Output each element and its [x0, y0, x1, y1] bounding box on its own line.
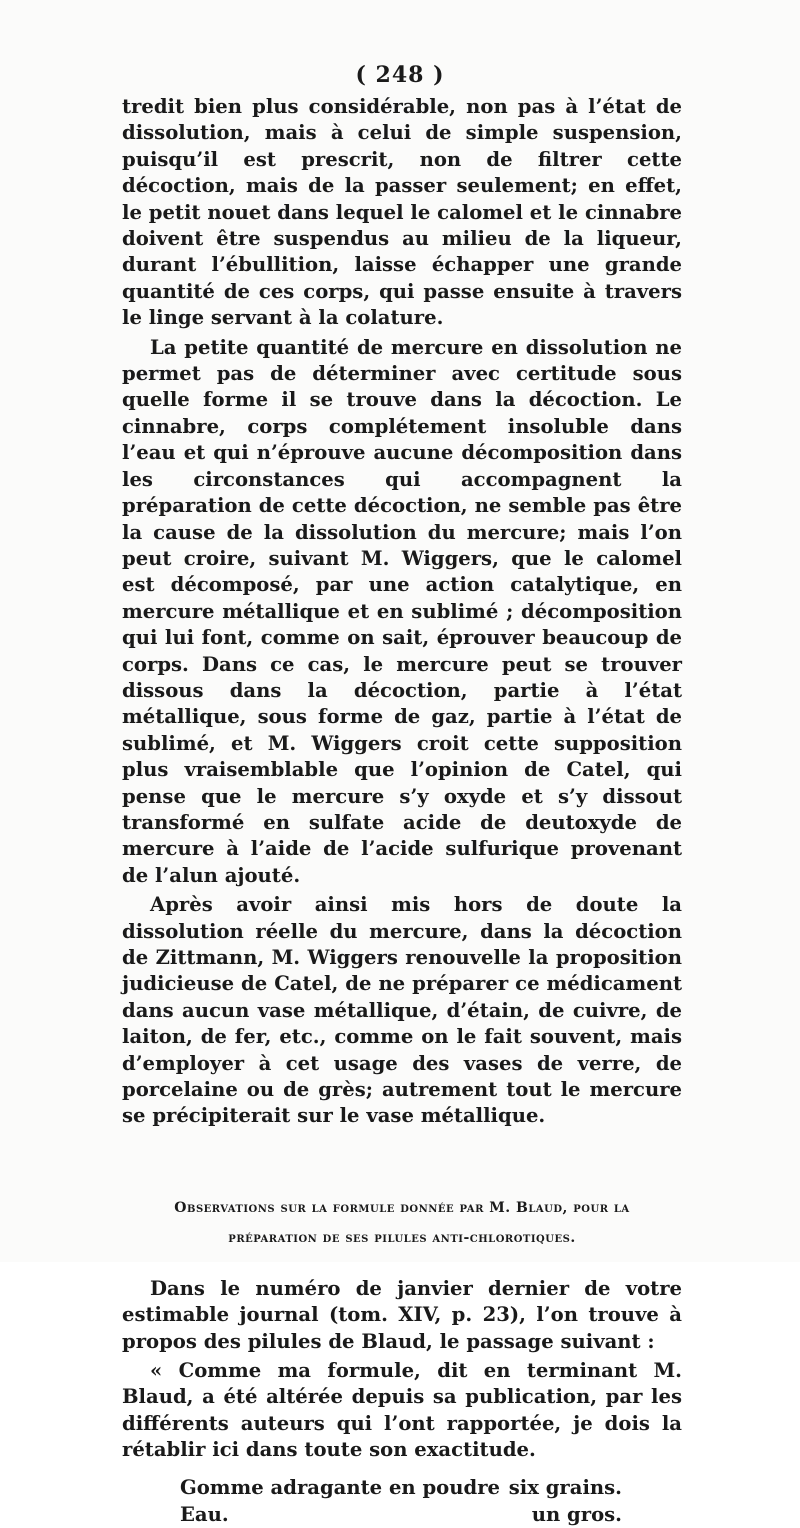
recipe-row — [122, 1474, 682, 1501]
paragraph-continuation: tredit bien plus considérable, non pas à l’état de dissolution, mais à celui de simple suspension, puisqu’il est prescrit, non de filtrer cette décoction, mais de la passer seulement; en effet, le petit nouet dans lequel le calomel et le cinnabre doivent être suspendus au milieu de la liqueur, durant l’ébullition, laisse échapper une grande quantité de ces corps, qui passe ensuite à travers le linge servant à la colature. — [122, 95, 682, 330]
recipe-ingredient: Eau. — [180, 1502, 229, 1526]
recipe-ingredient: Gomme adragante en poudre — [180, 1475, 500, 1499]
recipe-list — [122, 1474, 682, 1528]
recipe-quantity: un gros. — [531, 1502, 622, 1526]
paragraph: Dans le numéro de janvier dernier de votre estimable journal (tom. XIV, p. 23), l’on trouve à propos des pilules de Blaud, le passage suivant : — [122, 1276, 682, 1353]
paragraph: Après avoir ainsi mis hors de doute la dissolution réelle du mercure, dans la décoction de Zittmann, M. Wiggers renouvelle la proposition judicieuse de Catel, de ne préparer ce médicament dans aucun vase métallique, d’étain, de cuivre, de laiton, de fer, etc., comme on le fait souvent, mais d’employer à cet usage des vases de verre, de porcelaine ou de grès; autrement tout le mercure se précipiterait sur le vase métallique. — [122, 893, 682, 1128]
recipe-quantity: six grains. — [508, 1475, 622, 1499]
recipe-row — [122, 1501, 682, 1528]
body-text — [122, 94, 682, 1528]
section-heading-line-2: préparation de ses pilules anti-chlorotiques. — [228, 1229, 576, 1246]
section-heading-line-1: Observations sur la formule donnée par M. Blaud, pour la — [174, 1199, 630, 1216]
paragraph: La petite quantité de mercure en dissolution ne permet pas de déterminer avec certitude sous quelle forme il se trouve dans la décoction. Le cinnabre, corps complétement insoluble dans l’eau et qui n’éprouve aucune décomposition dans les circonstances qui accompagnent la préparation de cette décoction, ne semble pas être la cause de la dissolution du mercure; mais l’on peut croire, suivant M. Wiggers, que le calomel est décomposé, par une action catalytique, en mercure métallique et en sublimé ; décomposition qui lui font, comme on sait, éprouver beaucoup de corps. Dans ce cas, le mercure peut se trouver dissous dans la décoction, partie à l’état métallique, sous forme de gaz, partie à l’état de sublimé, et M. Wiggers croit cette supposition plus vraisemblable que l’opinion de Catel, qui pense que le mercure s’y oxyde et s’y dissout transformé en sulfate acide de deutoxyde de mercure à l’aide de l’acide sulfurique provenant de l’alun ajouté. — [122, 335, 682, 887]
page-number: ( 248 ) — [355, 62, 445, 88]
quote-paragraph: « Comme ma formule, dit en terminant M. Blaud, a été altérée depuis sa publication, par les différents auteurs qui l’ont rapportée, je dois la rétablir ici dans toute son exactitude. — [122, 1359, 682, 1462]
